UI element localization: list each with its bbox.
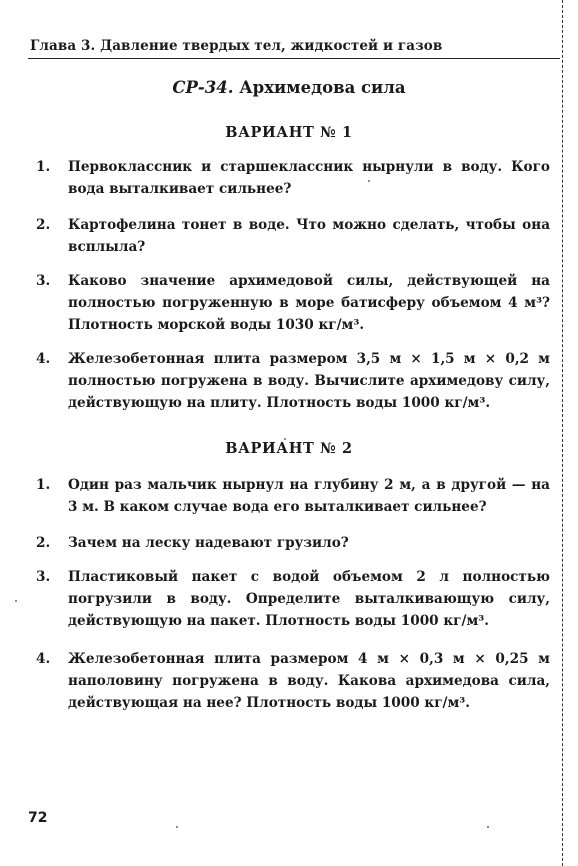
- scan-speck: [176, 826, 178, 828]
- variant-1-question-1: [36, 156, 550, 200]
- question-number: 1.: [36, 477, 51, 493]
- scan-speck: [487, 826, 489, 828]
- question-number: 4.: [36, 651, 51, 667]
- variant-1-question-4: [36, 348, 550, 414]
- header-rule: [28, 58, 560, 59]
- section-name: Архимедова сила: [239, 78, 406, 97]
- variant-2-question-1: [36, 474, 550, 518]
- question-text: Пластиковый пакет с водой объемом 2 л полностью погрузили в воду. Определите выталкивающую силу, действующую на пакет. Плотность воды 1000 кг/м³.: [68, 569, 550, 629]
- question-number: 2.: [36, 535, 51, 551]
- question-text: Железобетонная плита размером 4 м × 0,3 м × 0,25 м наполовину погружена в воду. Какова архимедова сила, действующая на нее? Плотность воды 1000 кг/м³.: [68, 651, 550, 711]
- scan-speck: [368, 180, 370, 182]
- question-number: 3.: [36, 569, 51, 585]
- variant-2-question-4: [36, 648, 550, 714]
- question-text: Каково значение архимедовой силы, действующей на полностью погруженную в море батисферу объемом 4 м³? Плотность морской воды 1030 кг/м³.: [68, 273, 550, 333]
- variant-1-heading: ВАРИАНТ № 1: [225, 124, 353, 141]
- page-number: 72: [28, 810, 48, 826]
- question-text: Железобетонная плита размером 3,5 м × 1,5 м × 0,2 м полностью погружена в воду. Вычислите архимедову силу, действующую на плиту. Плотность воды 1000 кг/м³.: [68, 351, 550, 411]
- variant-2-question-3: [36, 566, 550, 632]
- question-text: Картофелина тонет в воде. Что можно сделать, чтобы она всплыла?: [68, 217, 550, 255]
- question-number: 2.: [36, 217, 51, 233]
- variant-2-question-2: [36, 532, 550, 554]
- scan-speck: [284, 438, 286, 440]
- question-text: Зачем на леску надевают грузило?: [68, 535, 349, 551]
- variant-2-heading: ВАРИАНТ № 2: [225, 440, 353, 457]
- variant-1-question-2: [36, 214, 550, 258]
- question-number: 3.: [36, 273, 51, 289]
- section-title: [0, 78, 578, 97]
- question-text: Первоклассник и старшеклассник нырнули в воду. Кого вода выталкивает сильнее?: [68, 159, 550, 197]
- variant-1-question-3: [36, 270, 550, 336]
- question-number: 4.: [36, 351, 51, 367]
- running-head: Глава 3. Давление твердых тел, жидкостей и газов: [30, 38, 443, 54]
- question-text: Один раз мальчик нырнул на глубину 2 м, а в другой — на 3 м. В каком случае вода его выталкивает сильнее?: [68, 477, 550, 515]
- scan-speck: [15, 600, 17, 602]
- section-code: СР-34.: [172, 78, 234, 97]
- question-number: 1.: [36, 159, 51, 175]
